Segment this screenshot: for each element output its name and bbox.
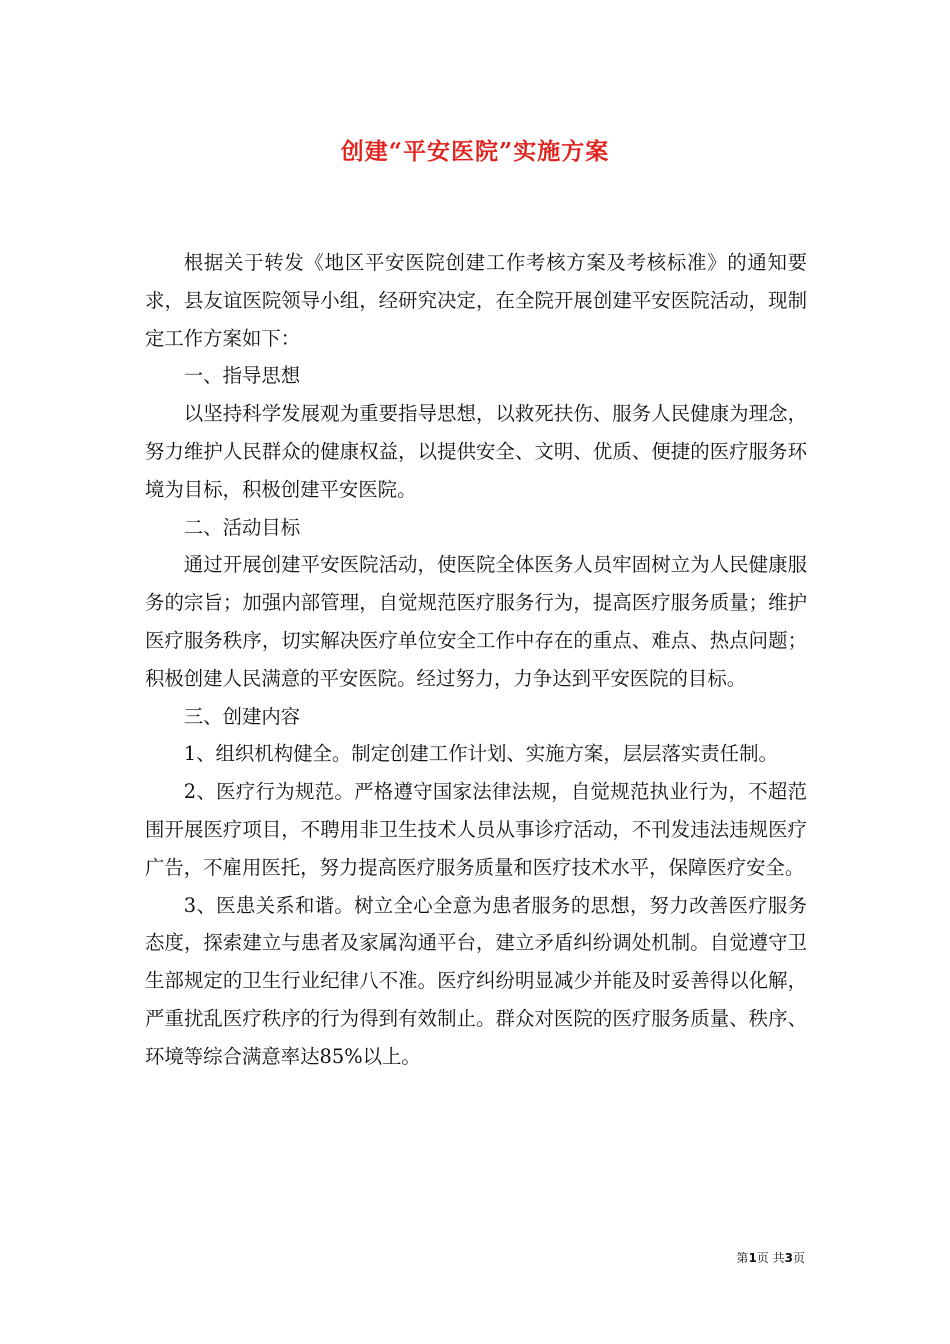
footer-prefix: 第 — [736, 1251, 749, 1265]
section-heading-2: 二、活动目标 — [183, 515, 301, 539]
paragraph-item-2: 2、医疗行为规范。严格遵守国家法律法规，自觉规范执业行为，不超范围开展医疗项目，不聘用非卫生技术人员从事诊疗活动，不刊发违法违规医疗广告，不雇用医托，努力提高医疗服务质量和医疗技术水平，保障医疗安全。 — [145, 780, 807, 879]
footer-total-pages: 3 — [784, 1251, 793, 1265]
paragraph-activity-goal: 通过开展创建平安医院活动，使医院全体医务人员牢固树立为人民健康服务的宗旨；加强内部管理，自觉规范医疗服务行为，提高医疗服务质量；维护医疗服务秩序，切实解决医疗单位安全工作中存在的重点、难点、热点问题；积极创建人民满意的平安医院。经过努力，力争达到平安医院的目标。 — [145, 553, 807, 690]
document-body — [145, 244, 807, 1076]
section-heading-1: 一、指导思想 — [183, 364, 301, 388]
paragraph-guiding-thought: 以坚持科学发展观为重要指导思想，以救死扶伤、服务人民健康为理念，努力维护人民群众的健康权益，以提供安全、文明、优质、便捷的医疗服务环境为目标，积极创建平安医院。 — [145, 402, 807, 501]
paragraph-intro: 根据关于转发《地区平安医院创建工作考核方案及考核标准》的通知要求，县友谊医院领导小组，经研究决定，在全院开展创建平安医院活动，现制定工作方案如下： — [145, 251, 807, 350]
footer-middle: 页 共 — [756, 1251, 785, 1265]
paragraph-item-3: 3、医患关系和谐。树立全心全意为患者服务的思想，努力改善医疗服务态度，探索建立与患者及家属沟通平台，建立矛盾纠纷调处机制。自觉遵守卫生部规定的卫生行业纪律八不准。医疗纠纷明显减少并能及时妥善得以化解，严重扰乱医疗秩序的行为得到有效制止。群众对医院的医疗服务质量、秩序、环境等综合满意率达85%以上。 — [145, 893, 807, 1068]
section-heading-3: 三、创建内容 — [183, 704, 301, 728]
document-title: 创建“平安医院”实施方案 — [340, 138, 610, 165]
footer-suffix: 页 — [792, 1251, 805, 1265]
footer-current-page: 1 — [748, 1251, 757, 1265]
paragraph-item-1: 1、组织机构健全。制定创建工作计划、实施方案，层层落实责任制。 — [183, 742, 778, 766]
page-footer — [736, 1249, 805, 1266]
